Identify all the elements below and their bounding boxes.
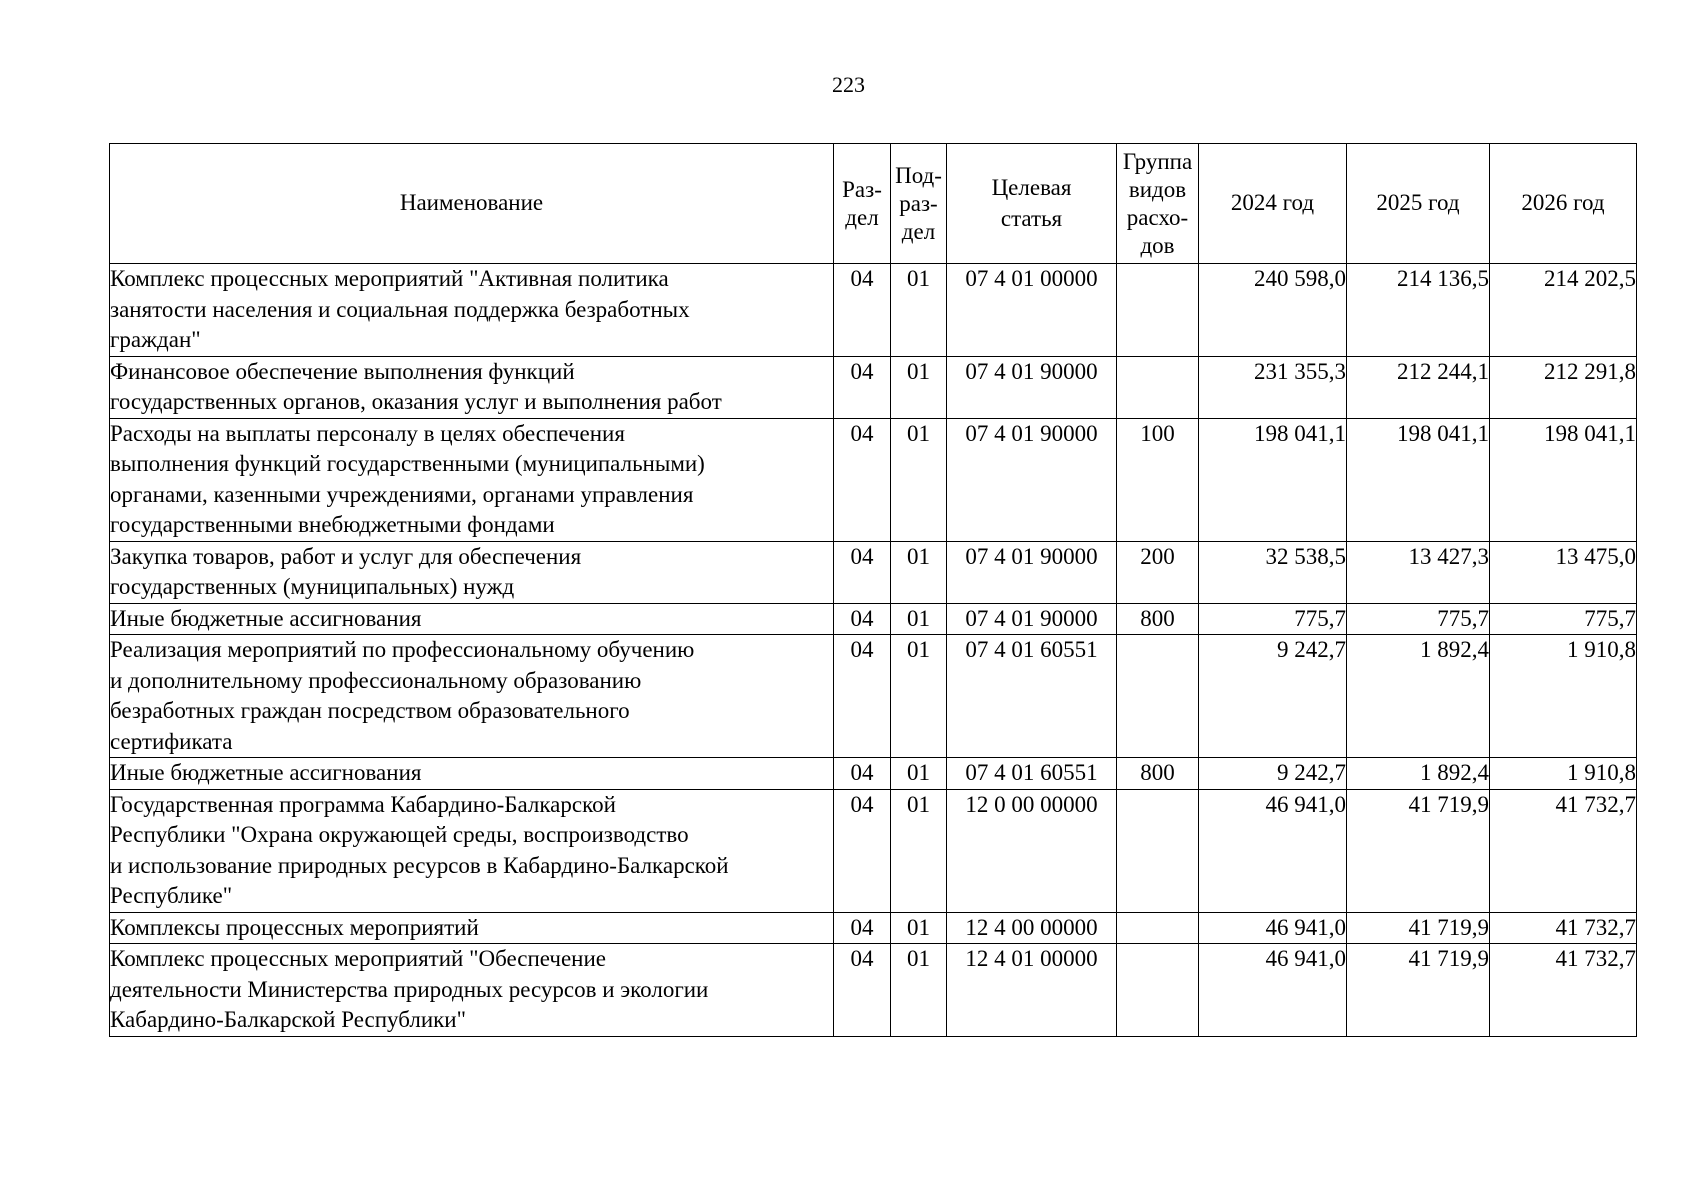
cell-2026: 41 732,7 [1490,944,1637,1037]
cell-name-line: Комплекс процессных мероприятий "Обеспечение [110,946,607,971]
header-gruppa-line: Группа [1122,148,1193,174]
cell-name-line: Государственная программа Кабардино-Балкарской [110,791,616,817]
header-gruppa-line: дов [1140,232,1175,258]
cell-name-line: Закупка товаров, работ и услуг для обеспечения [110,543,582,569]
cell-name [110,541,834,603]
table-row [110,758,1637,790]
cell-razdel: 04 [834,541,891,603]
table-header-row [110,144,1637,264]
header-2024: 2024 год [1199,144,1347,264]
cell-2026: 214 202,5 [1490,264,1637,357]
cell-name-line: Реализация мероприятий по профессиональному обучению [110,637,695,662]
table-row [110,418,1637,541]
cell-podrazdel: 01 [891,541,947,603]
cell-name-line: Комплексы процессных мероприятий [110,914,479,940]
cell-2026: 13 475,0 [1490,541,1637,603]
cell-name-line: Комплекс процессных мероприятий "Активная политика [110,266,669,291]
cell-2024: 240 598,0 [1199,264,1347,357]
cell-name-line: государственных (муниципальных) нужд [110,574,515,599]
cell-2024: 46 941,0 [1199,912,1347,944]
cell-celevaya: 12 4 01 00000 [947,944,1117,1037]
cell-name [110,758,834,790]
header-razdel-line: дел [845,204,879,230]
header-gruppa-line: видов [1128,176,1187,202]
cell-name-line: сертификата [110,728,233,754]
cell-gruppa [1117,912,1199,944]
cell-podrazdel: 01 [891,418,947,541]
header-gruppa-line: расхо- [1126,204,1189,230]
cell-podrazdel: 01 [891,264,947,357]
cell-celevaya: 07 4 01 60551 [947,635,1117,758]
cell-razdel: 04 [834,789,891,912]
cell-podrazdel: 01 [891,944,947,1037]
cell-gruppa: 800 [1117,603,1199,635]
cell-2025: 198 041,1 [1347,418,1490,541]
cell-razdel: 04 [834,758,891,790]
cell-celevaya: 07 4 01 00000 [947,264,1117,357]
cell-2024: 198 041,1 [1199,418,1347,541]
header-celevaya-line: статья [1000,205,1063,231]
page-number: 223 [832,72,865,97]
cell-name-line: Республики "Охрана окружающей среды, воспроизводство [110,822,689,847]
header-2026: 2026 год [1490,144,1637,264]
cell-2026: 198 041,1 [1490,418,1637,541]
cell-2025: 214 136,5 [1347,264,1490,357]
cell-gruppa [1117,635,1199,758]
cell-2025: 212 244,1 [1347,356,1490,418]
cell-name-line: Финансовое обеспечение выполнения функций [110,358,575,384]
header-podrazdel-line: дел [901,218,936,244]
cell-name-line: государственными внебюджетными фондами [110,512,555,537]
cell-name-line: безработных граждан посредством образовательного [110,698,630,723]
cell-gruppa [1117,356,1199,418]
cell-name-line: граждан" [110,327,201,352]
cell-2025: 775,7 [1347,603,1490,635]
cell-celevaya: 07 4 01 90000 [947,356,1117,418]
cell-razdel: 04 [834,603,891,635]
table-row [110,912,1637,944]
cell-podrazdel: 01 [891,789,947,912]
cell-2026: 1 910,8 [1490,635,1637,758]
cell-2024: 775,7 [1199,603,1347,635]
header-celevaya-line: Целевая [991,175,1072,200]
header-podrazdel-line: Под- [895,162,942,188]
cell-name [110,944,834,1037]
cell-gruppa [1117,264,1199,357]
cell-name [110,635,834,758]
cell-2026: 41 732,7 [1490,789,1637,912]
table-body [110,264,1637,1037]
header-razdel-line: Раз- [842,176,882,202]
cell-name-line: Республике" [110,883,233,908]
cell-celevaya: 12 4 00 00000 [947,912,1117,944]
cell-name-line: Кабардино-Балкарской Республики" [110,1007,467,1032]
header-name: Наименование [110,144,834,264]
header-razdel [834,144,891,264]
cell-name [110,418,834,541]
cell-celevaya: 07 4 01 60551 [947,758,1117,790]
cell-celevaya: 07 4 01 90000 [947,418,1117,541]
cell-name-line: и дополнительному профессиональному образованию [110,667,642,693]
cell-gruppa: 100 [1117,418,1199,541]
cell-celevaya: 07 4 01 90000 [947,541,1117,603]
cell-2025: 41 719,9 [1347,912,1490,944]
cell-name-line: Расходы на выплаты персоналу в целях обеспечения [110,420,625,446]
cell-2025: 41 719,9 [1347,789,1490,912]
cell-celevaya: 12 0 00 00000 [947,789,1117,912]
cell-razdel: 04 [834,944,891,1037]
cell-gruppa [1117,944,1199,1037]
cell-2026: 212 291,8 [1490,356,1637,418]
cell-2026: 1 910,8 [1490,758,1637,790]
cell-2026: 775,7 [1490,603,1637,635]
cell-podrazdel: 01 [891,758,947,790]
cell-name-line: выполнения функций государственными (муниципальными) [110,451,705,476]
cell-2024: 9 242,7 [1199,758,1347,790]
cell-2024: 9 242,7 [1199,635,1347,758]
table-row [110,635,1637,758]
cell-2024: 46 941,0 [1199,789,1347,912]
cell-name [110,264,834,357]
cell-podrazdel: 01 [891,912,947,944]
cell-2025: 41 719,9 [1347,944,1490,1037]
cell-name-line: и использование природных ресурсов в Кабардино-Балкарской [110,852,729,878]
table-row [110,789,1637,912]
cell-name [110,789,834,912]
table-row [110,541,1637,603]
table-row [110,603,1637,635]
cell-name [110,912,834,944]
cell-razdel: 04 [834,635,891,758]
cell-2025: 1 892,4 [1347,635,1490,758]
cell-2024: 231 355,3 [1199,356,1347,418]
cell-celevaya: 07 4 01 90000 [947,603,1117,635]
table-row [110,944,1637,1037]
table-row [110,264,1637,357]
cell-name-line: Иные бюджетные ассигнования [110,760,422,785]
header-celevaya [947,144,1117,264]
cell-2024: 46 941,0 [1199,944,1347,1037]
table-row [110,356,1637,418]
cell-name-line: государственных органов, оказания услуг и выполнения работ [110,389,722,414]
cell-name-line: деятельности Министерства природных ресурсов и экологии [110,976,709,1002]
header-podrazdel-line: раз- [899,190,938,216]
header-podrazdel [891,144,947,264]
cell-name [110,603,834,635]
cell-razdel: 04 [834,418,891,541]
cell-podrazdel: 01 [891,356,947,418]
cell-gruppa: 800 [1117,758,1199,790]
cell-razdel: 04 [834,264,891,357]
cell-gruppa: 200 [1117,541,1199,603]
cell-name-line: органами, казенными учреждениями, органами управления [110,481,694,507]
cell-razdel: 04 [834,356,891,418]
cell-2025: 1 892,4 [1347,758,1490,790]
cell-name [110,356,834,418]
header-gruppa [1117,144,1199,264]
cell-gruppa [1117,789,1199,912]
cell-2025: 13 427,3 [1347,541,1490,603]
cell-2026: 41 732,7 [1490,912,1637,944]
cell-name-line: Иные бюджетные ассигнования [110,605,422,631]
cell-name-line: занятости населения и социальная поддержка безработных [110,296,690,322]
header-2025: 2025 год [1347,144,1490,264]
budget-table [109,143,1637,1037]
cell-podrazdel: 01 [891,603,947,635]
cell-razdel: 04 [834,912,891,944]
cell-2024: 32 538,5 [1199,541,1347,603]
cell-podrazdel: 01 [891,635,947,758]
